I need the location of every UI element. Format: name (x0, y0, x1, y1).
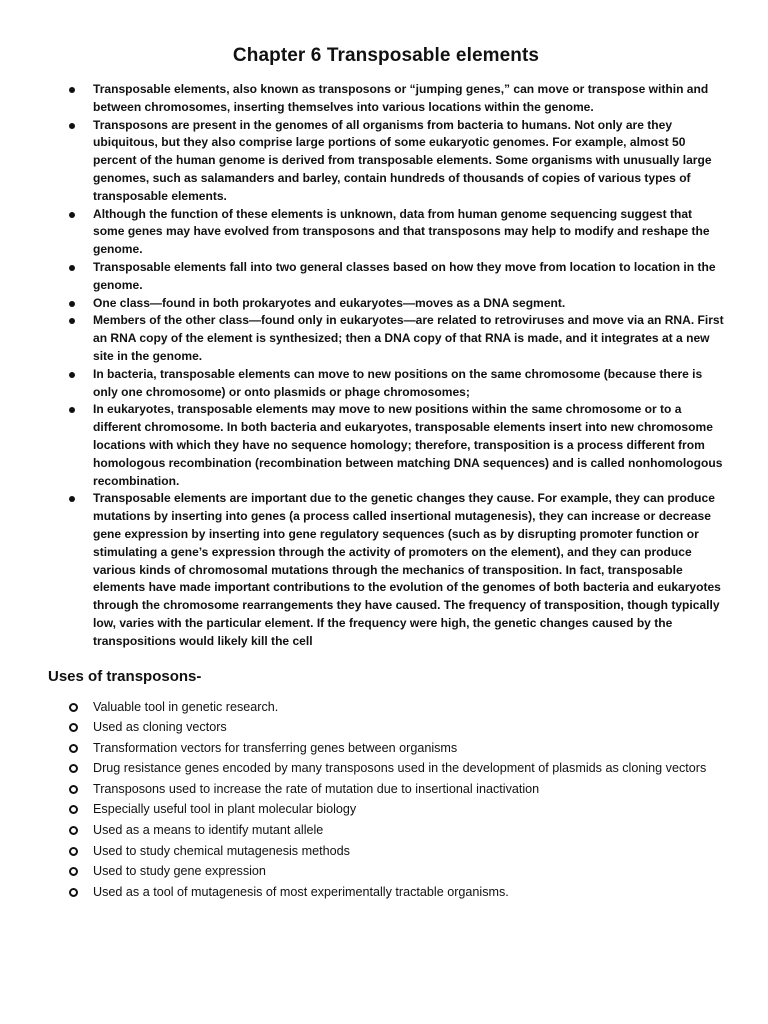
bullet-icon (69, 407, 75, 413)
list-item (48, 799, 724, 820)
list-item-text: Used as cloning vectors (93, 720, 227, 735)
uses-heading: Uses of transposons- (48, 667, 202, 685)
list-item (48, 81, 724, 117)
bullet-icon (69, 372, 75, 378)
list-item (48, 259, 724, 295)
bullet-icon (69, 87, 75, 93)
circle-bullet-icon (69, 826, 78, 835)
list-item-text: Transposons are present in the genomes of all organisms from bacteria to humans. Not only are they ubiquitous, but they also comprise large portions of some eukaryotic genomes. For example, almost 50 percent of the human genome is derived from transposable elements. Some organisms with unusually large genomes, such as salamanders and barley, contain hundreds of thousands of copies of various types of transposable elements. (93, 117, 712, 203)
circle-bullet-icon (69, 723, 78, 732)
list-item (48, 697, 724, 718)
circle-bullet-icon (69, 785, 78, 794)
list-item (48, 758, 724, 779)
list-item-text: Transposons used to increase the rate of mutation due to insertional inactivation (93, 781, 540, 796)
circle-bullet-icon (69, 888, 78, 897)
list-item-text: Valuable tool in genetic research. (93, 699, 279, 714)
list-item (48, 401, 724, 490)
list-item (48, 206, 724, 259)
circle-bullet-icon (69, 764, 78, 773)
circle-bullet-icon (69, 744, 78, 753)
list-item (48, 861, 724, 882)
list-item (48, 841, 724, 862)
bullet-icon (69, 496, 75, 502)
bullet-list (48, 81, 724, 651)
uses-list (48, 697, 724, 903)
bullet-icon (69, 301, 75, 307)
list-item-text: Drug resistance genes encoded by many transposons used in the development of plasmids as cloning vectors (93, 761, 707, 776)
circle-bullet-icon (69, 847, 78, 856)
list-item (48, 779, 724, 800)
list-item-text: Transposable elements fall into two general classes based on how they move from location to location in the genome. (93, 259, 716, 292)
page-title: Chapter 6 Transposable elements (232, 45, 540, 66)
circle-bullet-icon (69, 805, 78, 814)
list-item-text: Used to study chemical mutagenesis methods (93, 843, 350, 858)
list-item (48, 738, 724, 759)
list-item-text: Transformation vectors for transferring genes between organisms (93, 740, 458, 755)
circle-bullet-icon (69, 867, 78, 876)
list-item-text: In bacteria, transposable elements can move to new positions on the same chromosome (because there is only one chromosome) or onto plasmids or phage chromosomes; (93, 366, 703, 399)
list-item-text: In eukaryotes, transposable elements may move to new positions within the same chromosome or to a different chromosome. In both bacteria and eukaryotes, transposable elements insert into new chromosome locations with which they have no sequence homology; therefore, transposition is a process different from homologous recombination (recombination between matching DNA sequences) and is called nonhomologous recombination. (93, 402, 723, 488)
list-item-text: Used as a means to identify mutant allele (93, 823, 324, 838)
list-item-text: Members of the other class—found only in eukaryotes—are related to retroviruses and move via an RNA. First an RNA copy of the element is synthesized; then a DNA copy of that RNA is made, and it integrates at a new site in the genome. (93, 313, 724, 363)
list-item-text: Although the function of these elements is unknown, data from human genome sequencing suggest that some genes may have evolved from transposons and that transposons may help to modify and reshape the genome. (93, 206, 710, 257)
circle-bullet-icon (69, 703, 78, 712)
list-item (48, 882, 724, 903)
list-item-text: Transposable elements, also known as transposons or “jumping genes,” can move or transpose within and between chromosomes, inserting themselves into various locations within the genome. (93, 82, 709, 114)
list-item-text: Especially useful tool in plant molecular biology (93, 802, 357, 817)
bullet-icon (69, 212, 75, 218)
list-item-text: One class—found in both prokaryotes and eukaryotes—moves as a DNA segment. (93, 295, 566, 310)
list-item (48, 117, 724, 206)
bullet-icon (69, 123, 75, 129)
bullet-icon (69, 265, 75, 271)
list-item (48, 717, 724, 738)
list-item (48, 295, 724, 313)
list-item (48, 820, 724, 841)
list-item (48, 312, 724, 365)
bullet-icon (69, 318, 75, 324)
list-item-text: Used to study gene expression (93, 864, 266, 879)
list-item (48, 490, 724, 650)
list-item-text: Used as a tool of mutagenesis of most experimentally tractable organisms. (93, 884, 509, 899)
list-item (48, 366, 724, 402)
list-item-text: Transposable elements are important due to the genetic changes they cause. For example, they can produce mutations by inserting into genes (a process called insertional mutagenesis), they can increase or decrease gene expression by inserting into gene regulatory sequences (such as by disrupting promoter function or stimulating a gene’s expression through the activity of promoters on the element), and they can produce various kinds of chromosomal mutations through the mechanics of transposition. In fact, transposable elements have made important contributions to the evolution of the genomes of both bacteria and eukaryotes through the chromosome rearrangements they have caused. The frequency of transposition, though typically low, varies with the particular element. If the frequency were high, the genetic changes caused by the transpositions would likely kill the cell (93, 491, 721, 648)
